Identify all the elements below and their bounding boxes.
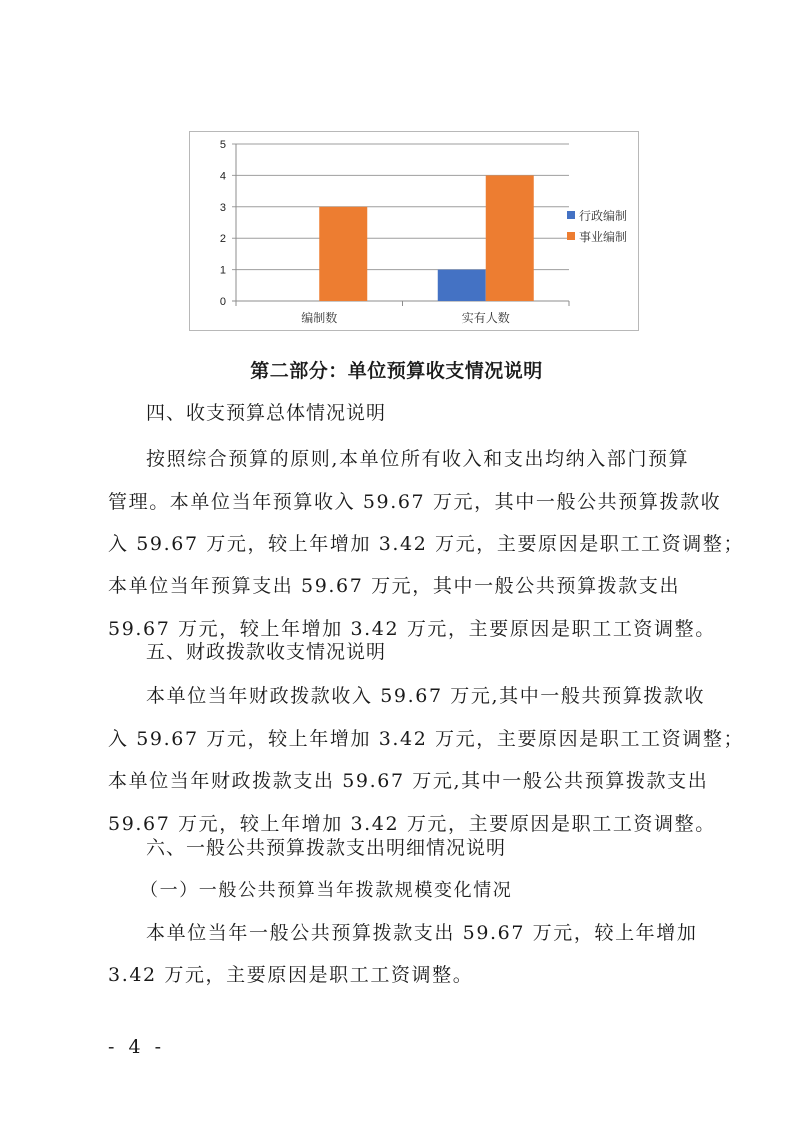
section-heading-6: 六、一般公共预算拨款支出明细情况说明 [146, 837, 507, 859]
paragraph-line: 本单位当年财政拨款支出 59.67 万元,其中一般公共预算拨款支出 [108, 770, 709, 792]
paragraph-line: 59.67 万元，较上年增加 3.42 万元，主要原因是职工工资调整。 [108, 618, 716, 640]
page-number: - 4 - [108, 1036, 166, 1058]
y-tick-label: 3 [219, 201, 226, 214]
paragraph-line: 入 59.67 万元，较上年增加 3.42 万元，主要原因是职工工资调整； [108, 533, 745, 555]
legend-label: 行政编制 [579, 209, 628, 223]
y-tick-label: 1 [219, 264, 226, 277]
paragraph-line: 本单位当年预算支出 59.67 万元，其中一般公共预算拨款支出 [108, 575, 681, 597]
part-title: 第二部分：单位预算收支情况说明 [250, 360, 543, 382]
paragraph-line: 本单位当年财政拨款收入 59.67 万元,其中一般共预算拨款收 [146, 685, 706, 707]
paragraph-line: 3.42 万元，主要原因是职工工资调整。 [108, 964, 474, 986]
x-category-label: 实有人数 [461, 311, 510, 325]
legend-label: 事业编制 [579, 230, 628, 244]
y-tick-label: 0 [219, 296, 226, 308]
subsection-heading: （一）一般公共预算当年拨款规模变化情况 [140, 880, 513, 901]
legend-swatch [567, 211, 575, 219]
staffing-bar-chart [189, 131, 639, 331]
paragraph-line: 按照综合预算的原则,本单位所有收入和支出均纳入部门预算 [146, 448, 690, 470]
paragraph-line: 59.67 万元，较上年增加 3.42 万元，主要原因是职工工资调整。 [108, 813, 716, 835]
section-heading-5: 五、财政拨款收支情况说明 [146, 641, 387, 663]
y-tick-label: 2 [219, 233, 226, 246]
bar-1-1 [486, 175, 534, 301]
legend-swatch [567, 232, 575, 240]
paragraph-line: 管理。本单位当年预算收入 59.67 万元，其中一般公共预算拨款收 [108, 491, 722, 513]
bar-1-0 [319, 207, 367, 301]
chart-canvas [190, 132, 640, 332]
x-category-label: 编制数 [301, 311, 338, 325]
y-tick-label: 5 [219, 139, 226, 151]
y-tick-label: 4 [219, 170, 226, 183]
paragraph-line: 入 59.67 万元，较上年增加 3.42 万元，主要原因是职工工资调整； [108, 728, 745, 750]
paragraph-line: 本单位当年一般公共预算拨款支出 59.67 万元，较上年增加 [146, 922, 698, 944]
bar-0-1 [438, 270, 486, 301]
section-heading-4: 四、收支预算总体情况说明 [146, 402, 387, 424]
